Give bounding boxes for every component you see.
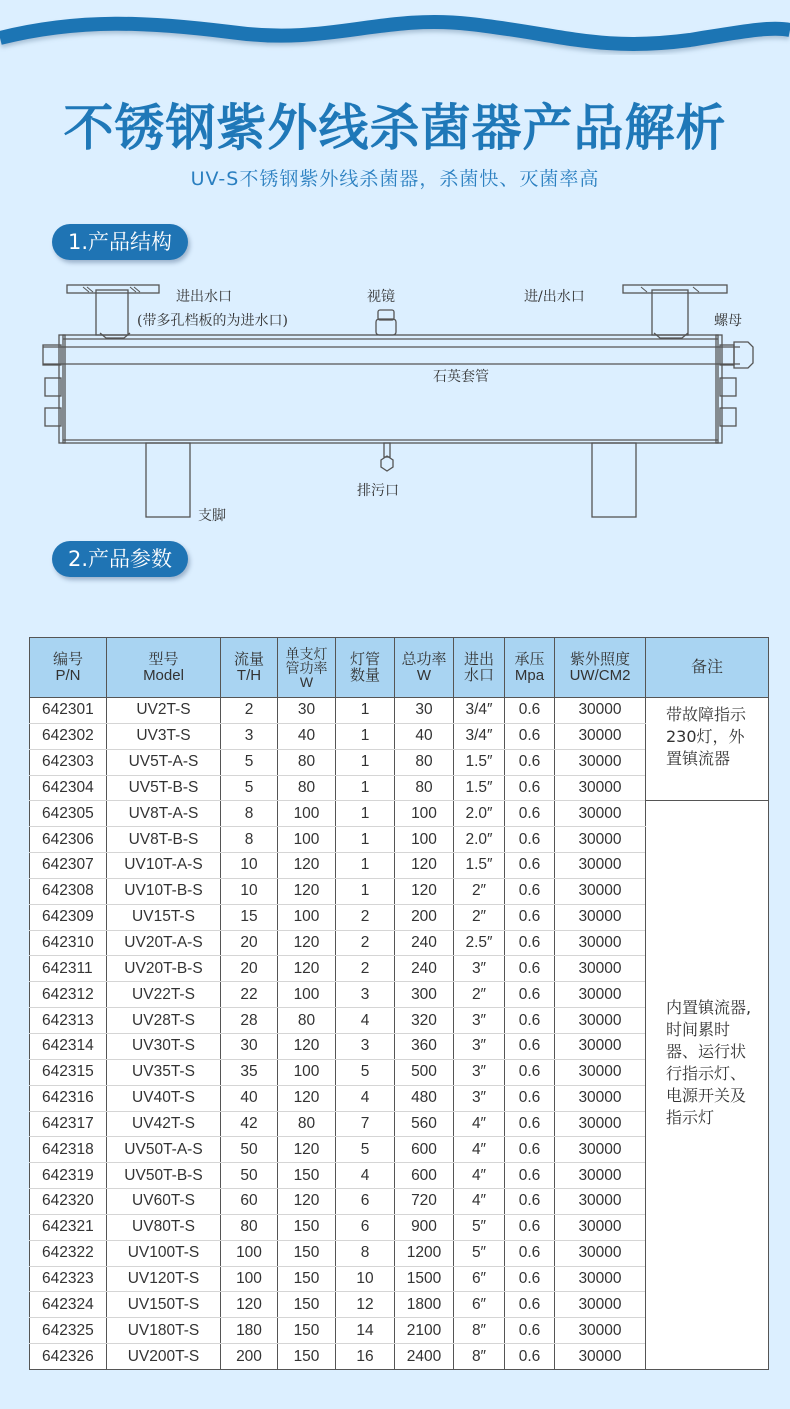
cell-pn: 642305 bbox=[30, 801, 107, 827]
cell-total-power: 100 bbox=[395, 801, 454, 827]
spec-table bbox=[29, 637, 769, 1370]
cell-lamp-count: 5 bbox=[336, 1137, 395, 1163]
cell-lamp-count: 1 bbox=[336, 723, 395, 749]
cell-flow: 5 bbox=[221, 749, 278, 775]
cell-lamp-count: 1 bbox=[336, 749, 395, 775]
cell-uv-intensity: 30000 bbox=[555, 1292, 646, 1318]
table-row bbox=[30, 801, 769, 827]
cell-flow: 20 bbox=[221, 930, 278, 956]
cell-model: UV8T-A-S bbox=[107, 801, 221, 827]
cell-port: 6″ bbox=[454, 1292, 505, 1318]
cell-flow: 10 bbox=[221, 878, 278, 904]
cell-port: 5″ bbox=[454, 1214, 505, 1240]
cell-lamp-power: 120 bbox=[278, 1033, 336, 1059]
cell-pressure: 0.6 bbox=[505, 956, 555, 982]
cell-lamp-power: 80 bbox=[278, 749, 336, 775]
cell-uv-intensity: 30000 bbox=[555, 1266, 646, 1292]
label-drain: 排污口 bbox=[357, 483, 399, 499]
cell-pressure: 0.6 bbox=[505, 1085, 555, 1111]
cell-pressure: 0.6 bbox=[505, 1189, 555, 1215]
cell-total-power: 2100 bbox=[395, 1318, 454, 1344]
cell-port: 1.5″ bbox=[454, 853, 505, 879]
cell-lamp-power: 100 bbox=[278, 801, 336, 827]
cell-model: UV120T-S bbox=[107, 1266, 221, 1292]
cell-pressure: 0.6 bbox=[505, 930, 555, 956]
cell-model: UV42T-S bbox=[107, 1111, 221, 1137]
cell-total-power: 1800 bbox=[395, 1292, 454, 1318]
header-total-power: 总功率 W bbox=[395, 638, 454, 698]
cell-lamp-power: 120 bbox=[278, 878, 336, 904]
cell-flow: 30 bbox=[221, 1033, 278, 1059]
table-row bbox=[30, 698, 769, 724]
cell-port: 3/4″ bbox=[454, 723, 505, 749]
section-badge-parameters: 2.产品参数 bbox=[52, 541, 188, 577]
cell-lamp-count: 1 bbox=[336, 878, 395, 904]
cell-pn: 642309 bbox=[30, 904, 107, 930]
cell-lamp-power: 100 bbox=[278, 827, 336, 853]
cell-pressure: 0.6 bbox=[505, 775, 555, 801]
header-port: 进出 水口 bbox=[454, 638, 505, 698]
cell-lamp-count: 6 bbox=[336, 1214, 395, 1240]
cell-lamp-power: 100 bbox=[278, 1059, 336, 1085]
cell-total-power: 40 bbox=[395, 723, 454, 749]
cell-flow: 100 bbox=[221, 1240, 278, 1266]
cell-model: UV100T-S bbox=[107, 1240, 221, 1266]
cell-lamp-count: 1 bbox=[336, 775, 395, 801]
cell-port: 1.5″ bbox=[454, 749, 505, 775]
cell-lamp-power: 80 bbox=[278, 775, 336, 801]
cell-flow: 8 bbox=[221, 801, 278, 827]
cell-uv-intensity: 30000 bbox=[555, 1318, 646, 1344]
cell-uv-intensity: 30000 bbox=[555, 801, 646, 827]
cell-flow: 3 bbox=[221, 723, 278, 749]
cell-pn: 642321 bbox=[30, 1214, 107, 1240]
cell-port: 6″ bbox=[454, 1266, 505, 1292]
cell-pn: 642319 bbox=[30, 1163, 107, 1189]
cell-model: UV20T-B-S bbox=[107, 956, 221, 982]
structure-diagram bbox=[0, 270, 790, 530]
cell-pressure: 0.6 bbox=[505, 723, 555, 749]
cell-pn: 642312 bbox=[30, 982, 107, 1008]
cell-uv-intensity: 30000 bbox=[555, 853, 646, 879]
cell-port: 2.0″ bbox=[454, 827, 505, 853]
cell-pressure: 0.6 bbox=[505, 1214, 555, 1240]
cell-pressure: 0.6 bbox=[505, 1111, 555, 1137]
cell-pn: 642313 bbox=[30, 1008, 107, 1034]
cell-total-power: 600 bbox=[395, 1163, 454, 1189]
cell-uv-intensity: 30000 bbox=[555, 1163, 646, 1189]
cell-model: UV80T-S bbox=[107, 1214, 221, 1240]
cell-uv-intensity: 30000 bbox=[555, 698, 646, 724]
cell-flow: 2 bbox=[221, 698, 278, 724]
cell-pn: 642308 bbox=[30, 878, 107, 904]
cell-model: UV8T-B-S bbox=[107, 827, 221, 853]
cell-model: UV50T-B-S bbox=[107, 1163, 221, 1189]
cell-model: UV5T-A-S bbox=[107, 749, 221, 775]
cell-pn: 642303 bbox=[30, 749, 107, 775]
cell-lamp-power: 120 bbox=[278, 853, 336, 879]
cell-uv-intensity: 30000 bbox=[555, 775, 646, 801]
header-flow: 流量 T/H bbox=[221, 638, 278, 698]
cell-pressure: 0.6 bbox=[505, 904, 555, 930]
cell-model: UV10T-B-S bbox=[107, 878, 221, 904]
cell-uv-intensity: 30000 bbox=[555, 1059, 646, 1085]
cell-total-power: 200 bbox=[395, 904, 454, 930]
cell-total-power: 100 bbox=[395, 827, 454, 853]
cell-lamp-count: 14 bbox=[336, 1318, 395, 1344]
cell-pn: 642302 bbox=[30, 723, 107, 749]
cell-pressure: 0.6 bbox=[505, 1163, 555, 1189]
cell-lamp-count: 5 bbox=[336, 1059, 395, 1085]
cell-lamp-power: 120 bbox=[278, 1189, 336, 1215]
cell-pressure: 0.6 bbox=[505, 1292, 555, 1318]
note-internal-ballast: 内置镇流器,时间累时器、运行状行指示灯、电源开关及指示灯 bbox=[646, 801, 769, 1370]
cell-lamp-power: 120 bbox=[278, 1085, 336, 1111]
cell-port: 3″ bbox=[454, 1033, 505, 1059]
cell-lamp-count: 4 bbox=[336, 1085, 395, 1111]
cell-pn: 642311 bbox=[30, 956, 107, 982]
cell-pn: 642325 bbox=[30, 1318, 107, 1344]
cell-pressure: 0.6 bbox=[505, 982, 555, 1008]
cell-uv-intensity: 30000 bbox=[555, 1008, 646, 1034]
cell-pn: 642322 bbox=[30, 1240, 107, 1266]
cell-total-power: 900 bbox=[395, 1214, 454, 1240]
cell-port: 3/4″ bbox=[454, 698, 505, 724]
cell-model: UV50T-A-S bbox=[107, 1137, 221, 1163]
cell-uv-intensity: 30000 bbox=[555, 1240, 646, 1266]
page-subtitle: UV-S不锈钢紫外线杀菌器，杀菌快、灭菌率高 bbox=[190, 168, 600, 190]
cell-total-power: 1500 bbox=[395, 1266, 454, 1292]
cell-pressure: 0.6 bbox=[505, 801, 555, 827]
cell-total-power: 2400 bbox=[395, 1344, 454, 1370]
cell-pressure: 0.6 bbox=[505, 1266, 555, 1292]
cell-uv-intensity: 30000 bbox=[555, 904, 646, 930]
cell-pn: 642301 bbox=[30, 698, 107, 724]
cell-total-power: 1200 bbox=[395, 1240, 454, 1266]
cell-port: 4″ bbox=[454, 1137, 505, 1163]
cell-port: 3″ bbox=[454, 1085, 505, 1111]
cell-flow: 8 bbox=[221, 827, 278, 853]
cell-flow: 50 bbox=[221, 1163, 278, 1189]
cell-lamp-count: 4 bbox=[336, 1008, 395, 1034]
cell-uv-intensity: 30000 bbox=[555, 1111, 646, 1137]
cell-lamp-count: 7 bbox=[336, 1111, 395, 1137]
label-inlet-note: (带多孔档板的为进水口) bbox=[137, 313, 288, 329]
cell-uv-intensity: 30000 bbox=[555, 956, 646, 982]
cell-model: UV22T-S bbox=[107, 982, 221, 1008]
cell-lamp-count: 3 bbox=[336, 982, 395, 1008]
cell-pn: 642323 bbox=[30, 1266, 107, 1292]
label-inlet-outlet-right: 进/出水口 bbox=[524, 289, 585, 305]
cell-flow: 10 bbox=[221, 853, 278, 879]
cell-pn: 642314 bbox=[30, 1033, 107, 1059]
cell-lamp-count: 2 bbox=[336, 930, 395, 956]
cell-pn: 642310 bbox=[30, 930, 107, 956]
cell-uv-intensity: 30000 bbox=[555, 878, 646, 904]
cell-model: UV10T-A-S bbox=[107, 853, 221, 879]
cell-uv-intensity: 30000 bbox=[555, 749, 646, 775]
cell-total-power: 120 bbox=[395, 878, 454, 904]
cell-model: UV20T-A-S bbox=[107, 930, 221, 956]
cell-lamp-power: 100 bbox=[278, 982, 336, 1008]
cell-flow: 180 bbox=[221, 1318, 278, 1344]
cell-lamp-power: 120 bbox=[278, 930, 336, 956]
cell-lamp-power: 30 bbox=[278, 698, 336, 724]
cell-uv-intensity: 30000 bbox=[555, 1344, 646, 1370]
cell-lamp-count: 4 bbox=[336, 1163, 395, 1189]
cell-port: 4″ bbox=[454, 1163, 505, 1189]
header-pressure: 承压 Mpa bbox=[505, 638, 555, 698]
cell-model: UV40T-S bbox=[107, 1085, 221, 1111]
cell-lamp-count: 1 bbox=[336, 853, 395, 879]
cell-uv-intensity: 30000 bbox=[555, 1189, 646, 1215]
cell-model: UV15T-S bbox=[107, 904, 221, 930]
cell-flow: 200 bbox=[221, 1344, 278, 1370]
label-nut: 螺母 bbox=[714, 313, 742, 329]
cell-model: UV35T-S bbox=[107, 1059, 221, 1085]
label-sight-glass: 视镜 bbox=[367, 289, 395, 305]
cell-pn: 642324 bbox=[30, 1292, 107, 1318]
cell-flow: 15 bbox=[221, 904, 278, 930]
cell-lamp-count: 8 bbox=[336, 1240, 395, 1266]
cell-lamp-count: 12 bbox=[336, 1292, 395, 1318]
header-uv-intensity: 紫外照度 UW/CM2 bbox=[555, 638, 646, 698]
cell-pn: 642306 bbox=[30, 827, 107, 853]
cell-total-power: 120 bbox=[395, 853, 454, 879]
header-pn: 编号 P/N bbox=[30, 638, 107, 698]
cell-pn: 642317 bbox=[30, 1111, 107, 1137]
cell-pressure: 0.6 bbox=[505, 1344, 555, 1370]
cell-total-power: 720 bbox=[395, 1189, 454, 1215]
cell-port: 3″ bbox=[454, 1008, 505, 1034]
cell-pn: 642326 bbox=[30, 1344, 107, 1370]
cell-pressure: 0.6 bbox=[505, 853, 555, 879]
cell-pressure: 0.6 bbox=[505, 878, 555, 904]
cell-port: 3″ bbox=[454, 956, 505, 982]
cell-total-power: 360 bbox=[395, 1033, 454, 1059]
cell-pn: 642304 bbox=[30, 775, 107, 801]
cell-flow: 50 bbox=[221, 1137, 278, 1163]
cell-model: UV5T-B-S bbox=[107, 775, 221, 801]
cell-lamp-count: 2 bbox=[336, 956, 395, 982]
header-wave-decoration bbox=[0, 0, 790, 70]
cell-uv-intensity: 30000 bbox=[555, 982, 646, 1008]
cell-model: UV28T-S bbox=[107, 1008, 221, 1034]
cell-flow: 35 bbox=[221, 1059, 278, 1085]
cell-lamp-power: 150 bbox=[278, 1292, 336, 1318]
cell-lamp-power: 120 bbox=[278, 956, 336, 982]
page-title: 不锈钢紫外线杀菌器产品解析 bbox=[63, 99, 727, 157]
cell-lamp-power: 100 bbox=[278, 904, 336, 930]
cell-flow: 120 bbox=[221, 1292, 278, 1318]
label-quartz-sleeve: 石英套管 bbox=[433, 369, 489, 385]
cell-pn: 642315 bbox=[30, 1059, 107, 1085]
cell-total-power: 600 bbox=[395, 1137, 454, 1163]
cell-total-power: 320 bbox=[395, 1008, 454, 1034]
cell-pn: 642320 bbox=[30, 1189, 107, 1215]
cell-lamp-power: 150 bbox=[278, 1214, 336, 1240]
cell-port: 3″ bbox=[454, 1059, 505, 1085]
note-external-ballast: 带故障指示230灯，外置镇流器 bbox=[646, 698, 769, 801]
cell-flow: 100 bbox=[221, 1266, 278, 1292]
cell-uv-intensity: 30000 bbox=[555, 1137, 646, 1163]
cell-model: UV30T-S bbox=[107, 1033, 221, 1059]
cell-pressure: 0.6 bbox=[505, 1240, 555, 1266]
cell-model: UV3T-S bbox=[107, 723, 221, 749]
label-support-leg: 支脚 bbox=[198, 508, 226, 524]
cell-total-power: 480 bbox=[395, 1085, 454, 1111]
cell-pn: 642318 bbox=[30, 1137, 107, 1163]
cell-port: 2″ bbox=[454, 904, 505, 930]
header-lamp-count: 灯管 数量 bbox=[336, 638, 395, 698]
cell-uv-intensity: 30000 bbox=[555, 827, 646, 853]
cell-port: 2.0″ bbox=[454, 801, 505, 827]
cell-lamp-power: 150 bbox=[278, 1163, 336, 1189]
cell-pn: 642307 bbox=[30, 853, 107, 879]
cell-model: UV150T-S bbox=[107, 1292, 221, 1318]
cell-pressure: 0.6 bbox=[505, 1008, 555, 1034]
cell-lamp-power: 150 bbox=[278, 1318, 336, 1344]
cell-flow: 42 bbox=[221, 1111, 278, 1137]
cell-uv-intensity: 30000 bbox=[555, 930, 646, 956]
cell-lamp-power: 80 bbox=[278, 1008, 336, 1034]
cell-flow: 60 bbox=[221, 1189, 278, 1215]
cell-lamp-count: 3 bbox=[336, 1033, 395, 1059]
cell-pressure: 0.6 bbox=[505, 1059, 555, 1085]
cell-total-power: 240 bbox=[395, 956, 454, 982]
cell-total-power: 300 bbox=[395, 982, 454, 1008]
cell-pressure: 0.6 bbox=[505, 749, 555, 775]
header-model: 型号 Model bbox=[107, 638, 221, 698]
cell-lamp-count: 6 bbox=[336, 1189, 395, 1215]
cell-lamp-power: 150 bbox=[278, 1240, 336, 1266]
cell-lamp-power: 120 bbox=[278, 1137, 336, 1163]
cell-uv-intensity: 30000 bbox=[555, 723, 646, 749]
cell-lamp-count: 10 bbox=[336, 1266, 395, 1292]
cell-total-power: 80 bbox=[395, 775, 454, 801]
cell-pressure: 0.6 bbox=[505, 827, 555, 853]
cell-port: 2″ bbox=[454, 982, 505, 1008]
cell-model: UV180T-S bbox=[107, 1318, 221, 1344]
cell-model: UV2T-S bbox=[107, 698, 221, 724]
cell-flow: 80 bbox=[221, 1214, 278, 1240]
cell-flow: 5 bbox=[221, 775, 278, 801]
cell-lamp-power: 150 bbox=[278, 1266, 336, 1292]
cell-pressure: 0.6 bbox=[505, 1137, 555, 1163]
cell-port: 8″ bbox=[454, 1344, 505, 1370]
cell-lamp-count: 16 bbox=[336, 1344, 395, 1370]
cell-flow: 20 bbox=[221, 956, 278, 982]
header-notes: 备注 bbox=[646, 638, 769, 698]
cell-total-power: 240 bbox=[395, 930, 454, 956]
cell-total-power: 500 bbox=[395, 1059, 454, 1085]
cell-port: 4″ bbox=[454, 1189, 505, 1215]
cell-lamp-count: 2 bbox=[336, 904, 395, 930]
section-badge-structure: 1.产品结构 bbox=[52, 224, 188, 260]
cell-port: 2″ bbox=[454, 878, 505, 904]
cell-lamp-power: 40 bbox=[278, 723, 336, 749]
cell-lamp-count: 1 bbox=[336, 698, 395, 724]
cell-pressure: 0.6 bbox=[505, 698, 555, 724]
cell-lamp-power: 80 bbox=[278, 1111, 336, 1137]
cell-flow: 22 bbox=[221, 982, 278, 1008]
cell-model: UV60T-S bbox=[107, 1189, 221, 1215]
cell-lamp-count: 1 bbox=[336, 827, 395, 853]
cell-total-power: 80 bbox=[395, 749, 454, 775]
cell-total-power: 30 bbox=[395, 698, 454, 724]
cell-flow: 40 bbox=[221, 1085, 278, 1111]
label-inlet-outlet-left: 进出水口 bbox=[176, 289, 232, 305]
cell-total-power: 560 bbox=[395, 1111, 454, 1137]
cell-port: 4″ bbox=[454, 1111, 505, 1137]
cell-pressure: 0.6 bbox=[505, 1318, 555, 1344]
cell-model: UV200T-S bbox=[107, 1344, 221, 1370]
cell-lamp-power: 150 bbox=[278, 1344, 336, 1370]
cell-pressure: 0.6 bbox=[505, 1033, 555, 1059]
cell-flow: 28 bbox=[221, 1008, 278, 1034]
cell-uv-intensity: 30000 bbox=[555, 1033, 646, 1059]
cell-pn: 642316 bbox=[30, 1085, 107, 1111]
cell-port: 2.5″ bbox=[454, 930, 505, 956]
cell-lamp-count: 1 bbox=[336, 801, 395, 827]
cell-port: 1.5″ bbox=[454, 775, 505, 801]
cell-uv-intensity: 30000 bbox=[555, 1085, 646, 1111]
cell-uv-intensity: 30000 bbox=[555, 1214, 646, 1240]
cell-port: 5″ bbox=[454, 1240, 505, 1266]
header-lamp-power: 单支灯 管功率 W bbox=[278, 638, 336, 698]
cell-port: 8″ bbox=[454, 1318, 505, 1344]
table-header-row bbox=[30, 638, 769, 698]
